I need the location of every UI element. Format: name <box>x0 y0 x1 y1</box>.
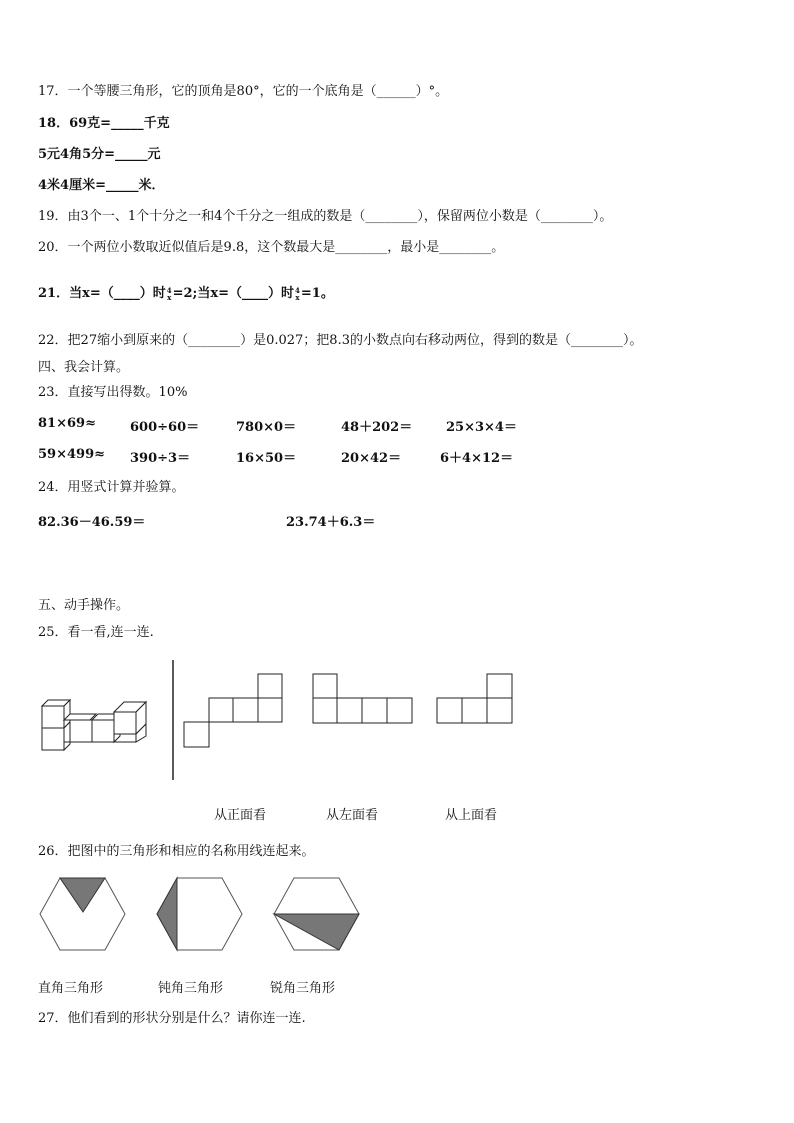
question-23: 23．直接写出得数。10% <box>38 385 188 400</box>
calc-item: 6＋4×12＝ <box>440 451 514 466</box>
view-shape-3 <box>436 674 514 726</box>
vertical-calc-item: 23.74＋6.3＝ <box>286 515 376 530</box>
triangle-label-obtuse: 钝角三角形 <box>158 981 224 996</box>
question-25: 25．看一看,连一连. <box>38 625 154 640</box>
calc-item: 48＋202＝ <box>341 420 413 435</box>
question-18-a: 18．69克=_____千克 <box>38 116 170 131</box>
question-18-b: 5元4角5分=_____元 <box>38 147 161 162</box>
question-17: 17．一个等腰三角形，它的顶角是80°，它的一个底角是（______）°。 <box>38 84 449 99</box>
triangle-label-right: 直角三角形 <box>38 981 104 996</box>
q21-part3: =1。 <box>300 286 334 301</box>
question-21 <box>38 285 334 303</box>
calc-item: 59×499≈ <box>38 447 106 462</box>
hexagon-triangle-1 <box>38 876 128 952</box>
calc-item: 20×42＝ <box>341 451 402 466</box>
vertical-divider <box>172 660 176 782</box>
calc-item: 780×0＝ <box>236 420 297 435</box>
q21-fraction-2 <box>295 287 300 301</box>
cube-solid-figure <box>38 690 158 755</box>
question-20: 20．一个两位小数取近似值后是9.8，这个数最大是________，最小是________。 <box>38 240 505 255</box>
calc-item: 81×69≈ <box>38 416 96 431</box>
question-22: 22．把27缩小到原来的（________）是0.027；把8.3的小数点向右移动两位，得到的数是（________）。 <box>38 333 643 348</box>
question-26: 26．把图中的三角形和相应的名称用线连起来。 <box>38 844 315 859</box>
q21-frac2-num: 4 <box>295 285 300 295</box>
triangle-label-acute: 锐角三角形 <box>270 981 336 996</box>
view-label-top: 从上面看 <box>445 808 498 823</box>
question-24: 24．用竖式计算并验算。 <box>38 480 185 495</box>
calc-item: 600÷60＝ <box>130 420 200 435</box>
q21-part1: 21．当x=（____）时 <box>38 286 166 301</box>
calc-item: 16×50＝ <box>236 451 297 466</box>
q21-part2: =2;当x=（____）时 <box>172 286 294 301</box>
q21-frac1-den: x <box>167 292 172 302</box>
view-label-left: 从左面看 <box>326 808 379 823</box>
q21-fraction-1 <box>167 287 172 301</box>
calc-item: 390÷3＝ <box>130 451 191 466</box>
question-27: 27．他们看到的形状分别是什么？请你连一连. <box>38 1011 306 1026</box>
view-shape-1 <box>183 674 283 749</box>
vertical-calc-item: 82.36－46.59＝ <box>38 515 146 530</box>
view-shape-2 <box>312 674 414 726</box>
view-label-front: 从正面看 <box>214 808 267 823</box>
q21-frac1-num: 4 <box>166 285 172 295</box>
question-19: 19．由3个一、1个十分之一和4个千分之一组成的数是（________），保留两位小数是（________）。 <box>38 209 613 224</box>
question-18-c: 4米4厘米=_____米． <box>38 178 165 193</box>
hexagon-triangle-2 <box>155 876 245 952</box>
section-4-heading: 四、我会计算。 <box>38 360 130 375</box>
q21-frac2-den: x <box>295 292 300 302</box>
calc-item: 25×3×4＝ <box>446 420 517 435</box>
hexagon-triangle-3 <box>272 876 362 952</box>
section-5-heading: 五、动手操作。 <box>38 598 130 613</box>
